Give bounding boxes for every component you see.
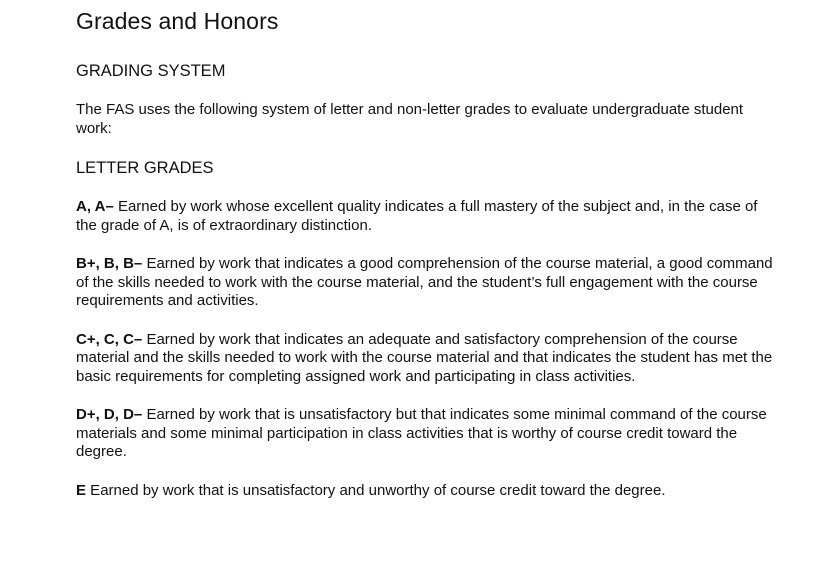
grade-a-paragraph [76, 198, 776, 235]
grade-d-code: D+, D, D– [76, 406, 143, 423]
grade-c-description: Earned by work that indicates an adequate and satisfactory comprehension of the course material and the skills needed to work with the course material and that indicates the student has met the basic requirements for completing assigned work and participating in class activities. [76, 330, 773, 385]
grade-b-code: B+, B, B– [76, 255, 143, 272]
grade-e-paragraph [76, 482, 776, 501]
grade-a-description: Earned by work whose excellent quality indicates a full mastery of the subject and, in the case of the grade of A, is of extraordinary distinction. [76, 198, 758, 234]
grade-c-code: C+, C, C– [76, 330, 143, 348]
grade-e-description: Earned by work that is unsatisfactory and unworthy of course credit toward the degree. [86, 481, 666, 499]
intro-paragraph: The FAS uses the following system of letter and non-letter grades to evaluate undergraduate student work: [76, 101, 744, 137]
page-title: Grades and Honors [76, 8, 279, 34]
grade-b-description: Earned by work that indicates a good comprehension of the course material, a good command of the skills needed to work with the course material, and the student’s full engagement with the course requirements and activities. [76, 255, 773, 309]
grade-b-paragraph [76, 255, 776, 311]
grade-d-description: Earned by work that is unsatisfactory but that indicates some minimal command of the course materials and some minimal participation in class activities that is worthy of course credit toward the degree. [76, 406, 767, 460]
grade-e-code: E [76, 481, 87, 499]
grade-d-paragraph [76, 406, 776, 462]
grading-system-heading: GRADING SYSTEM [76, 62, 226, 80]
letter-grades-heading: LETTER GRADES [76, 159, 214, 177]
grade-a-code: A, A– [76, 198, 114, 215]
grade-c-paragraph [76, 331, 776, 387]
